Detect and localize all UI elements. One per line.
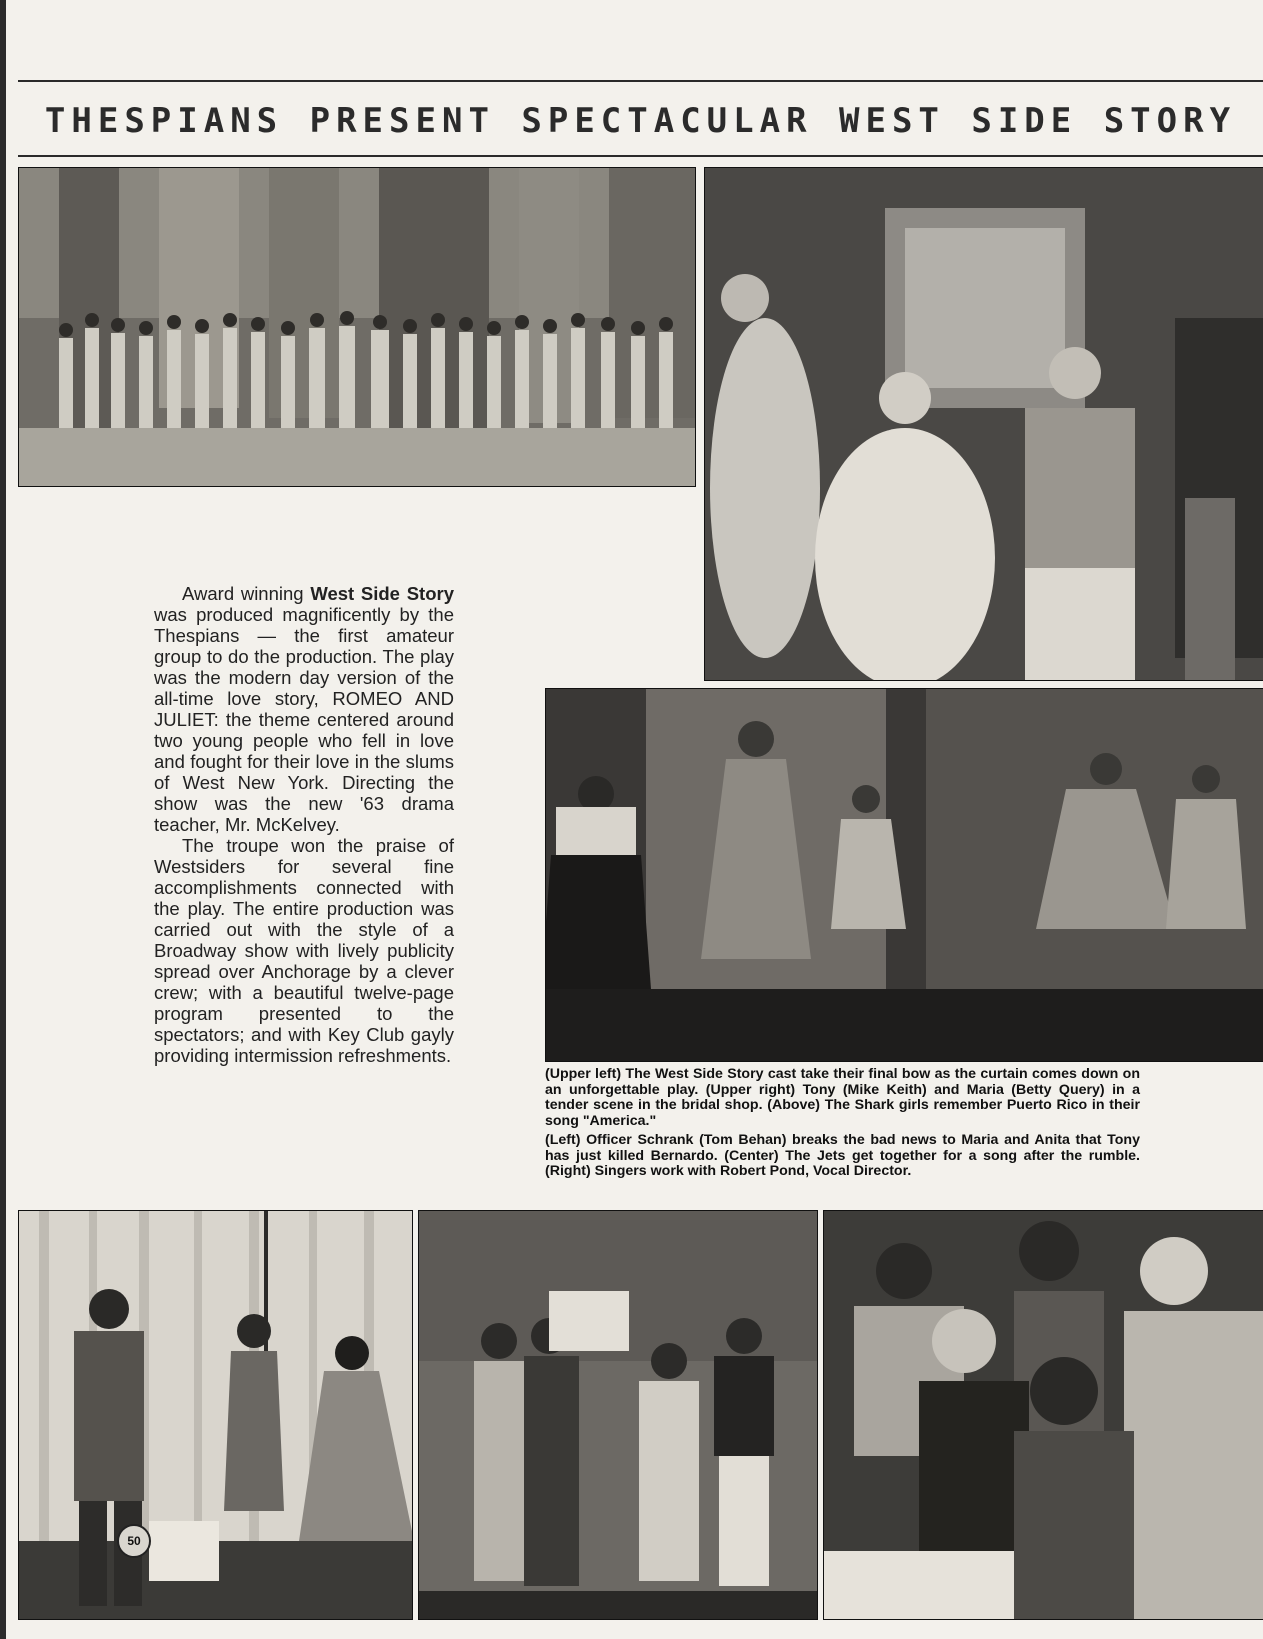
page-title: THESPIANS PRESENT SPECTACULAR WEST SIDE STORY <box>44 101 1237 141</box>
photo-singers-rehearsal <box>823 1210 1263 1620</box>
article-body <box>154 583 454 1066</box>
para1-rest: was produced magnificently by the Thespians — the first amateur group to do the production. The play was the modern day version of the all-time love story, ROMEO AND JULIET: the theme centered around two young people who fell in love and fought for their love in the slums of West New York. Directing the show was the new '63 drama teacher, Mr. McKelvey. <box>154 604 454 835</box>
para1-prefix: Award winning <box>182 583 311 604</box>
show-title-bold: West Side Story <box>310 583 454 604</box>
title-rule <box>18 155 1263 157</box>
photo-officer-schrank <box>18 1210 413 1620</box>
caption-upper: (Upper left) The West Side Story cast take their final bow as the curtain comes down on an unforgettable play. (Upper right) Tony (Mike Keith) and Maria (Betty Query) in a tender scene in the bridal shop. (Above) The Shark girls remember Puerto Rico in their song "America." <box>545 1066 1140 1129</box>
caption-lower: (Left) Officer Schrank (Tom Behan) breaks the bad news to Maria and Anita that Tony has just killed Bernardo. (Center) The Jets get together for a song after the rumble. (Right) Singers work with Robert Pond, Vocal Director. <box>545 1132 1140 1179</box>
page-edge <box>0 0 6 1639</box>
article-paragraph-1 <box>154 583 454 835</box>
top-rule <box>18 80 1263 82</box>
photo-shark-girls <box>545 688 1263 1062</box>
photo-bridal-shop <box>704 167 1263 681</box>
page-number-badge: 50 <box>117 1524 151 1558</box>
photo-final-bow <box>18 167 696 487</box>
article-paragraph-2: The troupe won the praise of Westsiders for several fine accomplishments connected with the play. The entire production was carried out with the style of a Broadway show with lively publicity spread over Anchorage by a clever crew; with a beautiful twelve-page program presented to the spectators; and with Key Club gayly providing intermission refreshments. <box>154 835 454 1066</box>
photo-jets-song <box>418 1210 818 1620</box>
